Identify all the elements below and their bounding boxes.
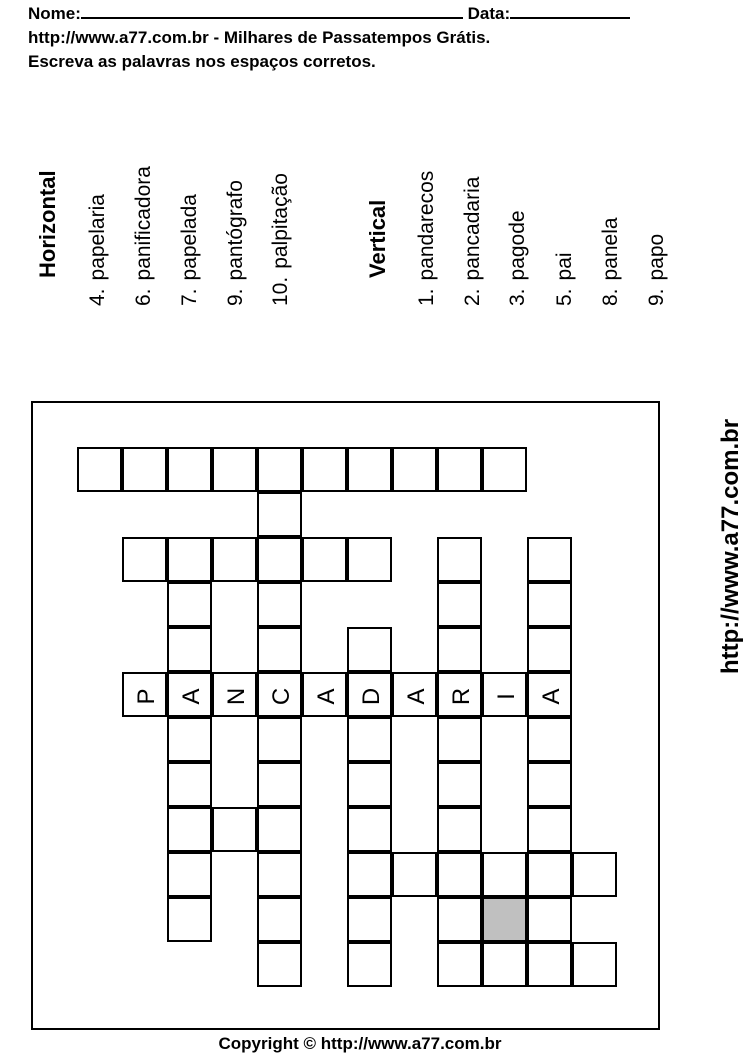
- grid-cell[interactable]: [302, 537, 347, 582]
- grid-cell[interactable]: [347, 537, 392, 582]
- grid-cell[interactable]: [167, 447, 212, 492]
- grid-cell[interactable]: [347, 852, 392, 897]
- grid-cell[interactable]: [482, 447, 527, 492]
- grid-cell[interactable]: [392, 672, 437, 717]
- grid-cell[interactable]: [437, 942, 482, 987]
- grid-cell[interactable]: [347, 762, 392, 807]
- grid-cell[interactable]: [257, 537, 302, 582]
- grid-cell[interactable]: [347, 627, 392, 672]
- grid-cell[interactable]: [167, 762, 212, 807]
- grid-cell[interactable]: [527, 537, 572, 582]
- grid-cell[interactable]: [257, 672, 302, 717]
- grid-cell[interactable]: [167, 537, 212, 582]
- instructions: Escreva as palavras nos espaços corretos.: [28, 52, 376, 71]
- cell-letter: A: [177, 688, 205, 705]
- cell-letter: D: [357, 687, 385, 706]
- grid-cell[interactable]: [167, 897, 212, 942]
- vertical-clue: 9.papo: [645, 233, 668, 306]
- grid-cell[interactable]: [527, 627, 572, 672]
- grid-cell[interactable]: [347, 807, 392, 852]
- grid-cell[interactable]: [122, 447, 167, 492]
- grid-cell[interactable]: [437, 762, 482, 807]
- horizontal-clue: 10.palpitação: [269, 173, 292, 306]
- grid-cell[interactable]: [167, 717, 212, 762]
- shaded-cell: [482, 897, 527, 942]
- cell-letter: A: [312, 688, 340, 705]
- grid-cell[interactable]: [257, 492, 302, 537]
- grid-cell[interactable]: [527, 807, 572, 852]
- grid-cell[interactable]: [257, 897, 302, 942]
- grid-cell[interactable]: [527, 942, 572, 987]
- header-url-line: http://www.a77.com.br - Milhares de Passatempos Grátis.: [28, 28, 491, 47]
- cell-letter: I: [492, 693, 520, 700]
- grid-cell[interactable]: [347, 717, 392, 762]
- grid-cell[interactable]: [527, 897, 572, 942]
- cell-letter: P: [132, 688, 160, 705]
- grid-cell[interactable]: [257, 627, 302, 672]
- grid-cell[interactable]: [347, 897, 392, 942]
- grid-cell[interactable]: [167, 807, 212, 852]
- vertical-clue: 2.pancadaria: [461, 176, 484, 306]
- grid-cell[interactable]: [257, 852, 302, 897]
- grid-cell[interactable]: [437, 672, 482, 717]
- grid-cell[interactable]: [437, 582, 482, 627]
- horizontal-clue: 7.papelada: [178, 194, 201, 306]
- vertical-heading: Vertical: [365, 199, 390, 278]
- grid-cell[interactable]: [167, 627, 212, 672]
- grid-cell[interactable]: [527, 672, 572, 717]
- grid-cell[interactable]: [212, 537, 257, 582]
- grid-cell[interactable]: [167, 852, 212, 897]
- cell-letter: A: [537, 688, 565, 705]
- vertical-clue: 3.pagode: [506, 210, 529, 306]
- grid-cell[interactable]: [347, 672, 392, 717]
- horizontal-heading: Horizontal: [35, 170, 60, 278]
- clue-list: [0, 0, 720, 330]
- grid-cell[interactable]: [572, 942, 617, 987]
- grid-cell[interactable]: [257, 582, 302, 627]
- horizontal-clue: 6.panificadora: [132, 166, 155, 306]
- grid-cell[interactable]: [437, 537, 482, 582]
- cell-letter: C: [267, 687, 295, 706]
- grid-cell[interactable]: [392, 447, 437, 492]
- grid-cell[interactable]: [437, 807, 482, 852]
- grid-cell[interactable]: [257, 942, 302, 987]
- horizontal-clue: 9.pantógrafo: [224, 180, 247, 306]
- cell-letter: N: [222, 687, 250, 706]
- vertical-clue: 1.pandarecos: [415, 170, 438, 306]
- grid-cell[interactable]: [482, 672, 527, 717]
- grid-cell[interactable]: [527, 852, 572, 897]
- grid-cell[interactable]: [302, 672, 347, 717]
- horizontal-clue: 4.papelaria: [86, 194, 109, 306]
- grid-cell[interactable]: [257, 717, 302, 762]
- copyright-footer: Copyright © http://www.a77.com.br: [218, 1034, 502, 1053]
- grid-cell[interactable]: [482, 852, 527, 897]
- grid-cell[interactable]: [392, 852, 437, 897]
- grid-cell[interactable]: [437, 852, 482, 897]
- name-label: Nome:: [28, 4, 81, 23]
- grid-cell[interactable]: [527, 582, 572, 627]
- grid-cell[interactable]: [212, 807, 257, 852]
- grid-cell[interactable]: [257, 762, 302, 807]
- vertical-clue: 8.panela: [599, 217, 622, 306]
- crossword-board: [31, 401, 660, 1030]
- grid-cell[interactable]: [437, 447, 482, 492]
- grid-cell[interactable]: [482, 942, 527, 987]
- grid-cell[interactable]: [437, 717, 482, 762]
- grid-cell[interactable]: [212, 672, 257, 717]
- grid-cell[interactable]: [527, 762, 572, 807]
- cell-letter: R: [447, 687, 475, 706]
- grid-cell[interactable]: [257, 807, 302, 852]
- cell-letter: A: [402, 688, 430, 705]
- grid-cell[interactable]: [77, 447, 122, 492]
- grid-cell[interactable]: [122, 672, 167, 717]
- grid-cell[interactable]: [347, 942, 392, 987]
- grid-cell[interactable]: [527, 717, 572, 762]
- grid-cell[interactable]: [437, 627, 482, 672]
- grid-cell[interactable]: [212, 447, 257, 492]
- grid-cell[interactable]: [572, 852, 617, 897]
- grid-cell[interactable]: [167, 672, 212, 717]
- grid-cell[interactable]: [347, 447, 392, 492]
- grid-cell[interactable]: [437, 897, 482, 942]
- vertical-clue: 5.pai: [553, 252, 576, 306]
- grid-cell[interactable]: [302, 447, 347, 492]
- date-label: Data:: [467, 4, 511, 23]
- grid-cell[interactable]: [122, 537, 167, 582]
- grid-cell[interactable]: [257, 447, 302, 492]
- side-url: http://www.a77.com.br: [717, 418, 744, 674]
- grid-cell[interactable]: [167, 582, 212, 627]
